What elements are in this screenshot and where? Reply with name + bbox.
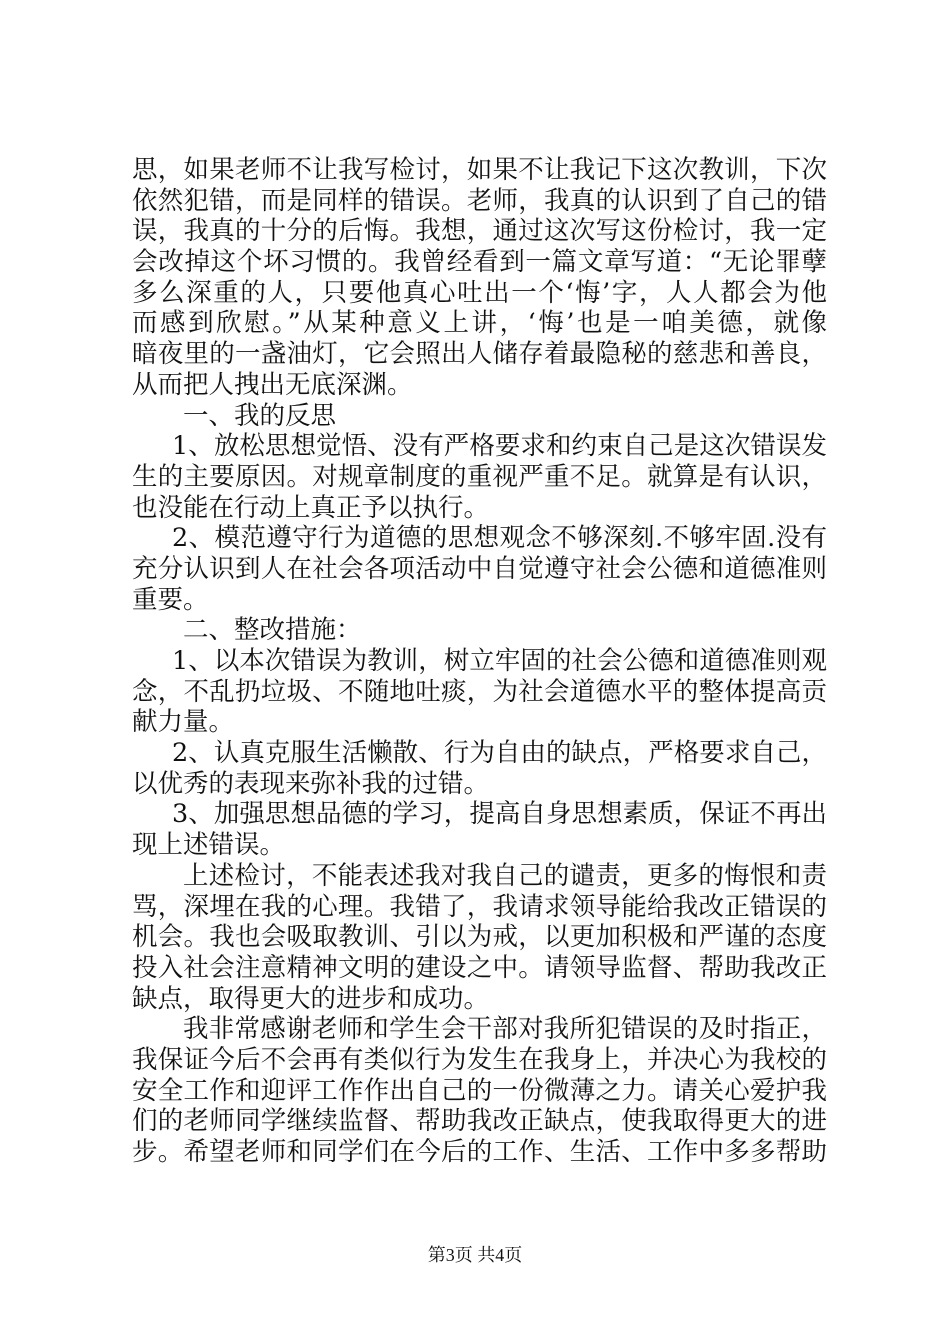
text-line: 机会。我也会吸取教训、引以为戒，以更加积极和严谨的态度 <box>132 922 827 953</box>
text-line: 暗夜里的一盏油灯，它会照出人储存着最隐秘的慈悲和善良， <box>132 339 827 370</box>
text-line: 献力量。 <box>132 707 235 738</box>
text-line: 现上述错误。 <box>132 830 286 861</box>
text-line: 3、加强思想品德的学习，提高自身思想素质，保证不再出 <box>172 799 827 830</box>
text-line: 而感到欣慰。”从某种意义上讲，‘悔’也是一咱美德，就像 <box>132 308 827 339</box>
text-line: 二、整改措施： <box>183 615 362 646</box>
text-line: 充分认识到人在社会各项活动中自觉遵守社会公德和道德准则 <box>132 553 827 584</box>
text-line: 们的老师同学继续监督、帮助我改正缺点，使我取得更大的进 <box>132 1106 827 1137</box>
text-line: 误，我真的十分的后悔。我想，通过这次写这份检讨，我一定 <box>132 216 827 247</box>
text-line: 以优秀的表现来弥补我的过错。 <box>132 768 490 799</box>
text-line: 我非常感谢老师和学生会干部对我所犯错误的及时指正， <box>183 1014 827 1045</box>
document-body <box>132 155 827 1168</box>
text-line: 念，不乱扔垃圾、不随地吐痰，为社会道德水平的整体提高贡 <box>132 676 827 707</box>
text-line: 步。希望老师和同学们在今后的工作、生活、工作中多多帮助 <box>132 1137 827 1167</box>
text-line: 安全工作和迎评工作作出自己的一份微薄之力。请关心爱护我 <box>132 1075 827 1106</box>
text-line: 2、认真克服生活懒散、行为自由的缺点，严格要求自己， <box>172 738 827 769</box>
text-line: 骂，深埋在我的心理。我错了，我请求领导能给我改正错误的 <box>132 891 827 922</box>
text-line: 2、模范遵守行为道德的思想观念不够深刻.不够牢固.没有 <box>172 523 827 554</box>
text-line: 缺点，取得更大的进步和成功。 <box>132 983 490 1014</box>
text-line: 多么深重的人，只要他真心吐出一个‘悔’字，人人都会为他 <box>132 277 827 308</box>
text-line: 1、以本次错误为教训，树立牢固的社会公德和道德准则观 <box>172 646 827 676</box>
text-line: 上述检讨，不能表述我对我自己的谴责，更多的悔恨和责 <box>183 860 827 891</box>
text-line: 生的主要原因。对规章制度的重视严重不足。就算是有认识， <box>132 461 827 492</box>
text-line: 也没能在行动上真正予以执行。 <box>132 492 490 523</box>
text-line: 依然犯错，而是同样的错误。老师，我真的认识到了自己的错 <box>132 185 827 216</box>
text-line: 会改掉这个坏习惯的。我曾经看到一篇文章写道：“无论罪孽 <box>132 247 827 278</box>
text-line: 一、我的反思 <box>183 400 337 431</box>
text-line: 1、放松思想觉悟、没有严格要求和约束自己是这次错误发 <box>172 431 827 462</box>
text-line: 投入社会注意精神文明的建设之中。请领导监督、帮助我改正 <box>132 952 827 983</box>
text-line: 我保证今后不会再有类似行为发生在我身上，并决心为我校的 <box>132 1044 827 1075</box>
page-footer: 第3页 共4页 <box>427 1245 523 1265</box>
text-line: 重要。 <box>132 584 209 615</box>
text-line: 从而把人拽出无底深渊。 <box>132 369 413 400</box>
text-line: 思，如果老师不让我写检讨，如果不让我记下这次教训，下次 <box>132 155 827 185</box>
